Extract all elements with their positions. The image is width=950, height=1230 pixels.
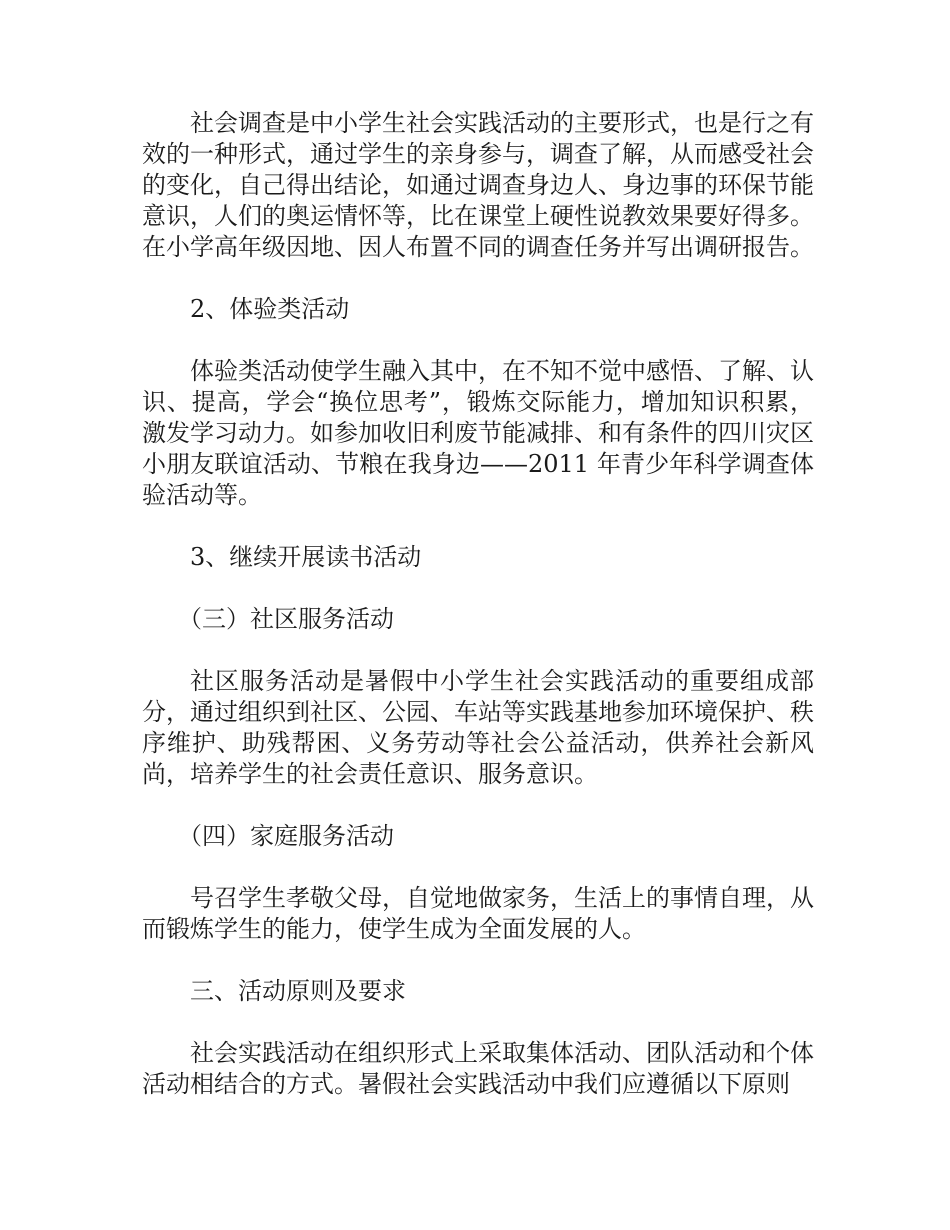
document-page [142,108,814,1131]
paragraph-family-service: 号召学生孝敬父母，自觉地做家务，生活上的事情自理，从而锻炼学生的能力，使学生成为全面发展的人。 [142,884,814,943]
paragraph-social-survey: 社会调查是中小学生社会实践活动的主要形式，也是行之有效的一种形式，通过学生的亲身参与，调查了解，从而感受社会的变化，自己得出结论，如通过调查身边人、身边事的环保节能意识，人们的奥运情怀等，比在课堂上硬性说教效果要好得多。在小学高年级因地、因人布置不同的调查任务并写出调研报告。 [142,109,814,261]
paragraph-principles: 社会实践活动在组织形式上采取集体活动、团队活动和个体活动相结合的方式。暑假社会实践活动中我们应遵循以下原则 [142,1039,814,1098]
heading-experience-activities: 2、体验类活动 [190,295,350,323]
heading-reading-activities: 3、继续开展读书活动 [190,543,422,571]
paragraph-community-service: 社区服务活动是暑假中小学生社会实践活动的重要组成部分，通过组织到社区、公园、车站等实践基地参加环境保护、秩序维护、助残帮困、义务劳动等社会公益活动，供养社会新风尚，培养学生的社会责任意识、服务意识。 [142,667,814,788]
heading-community-service: （三）社区服务活动 [178,605,394,633]
paragraph-experience-activities: 体验类活动使学生融入其中，在不知不觉中感悟、了解、认识、提高，学会“换位思考”，锻炼交际能力，增加知识积累，激发学习动力。如参加收旧利废节能减排、和有条件的四川灾区小朋友联谊活动、节粮在我身边——2011 年青少年科学调查体验活动等。 [142,357,814,509]
heading-family-service: （四）家庭服务活动 [178,822,394,850]
heading-principles-requirements: 三、活动原则及要求 [190,977,406,1005]
